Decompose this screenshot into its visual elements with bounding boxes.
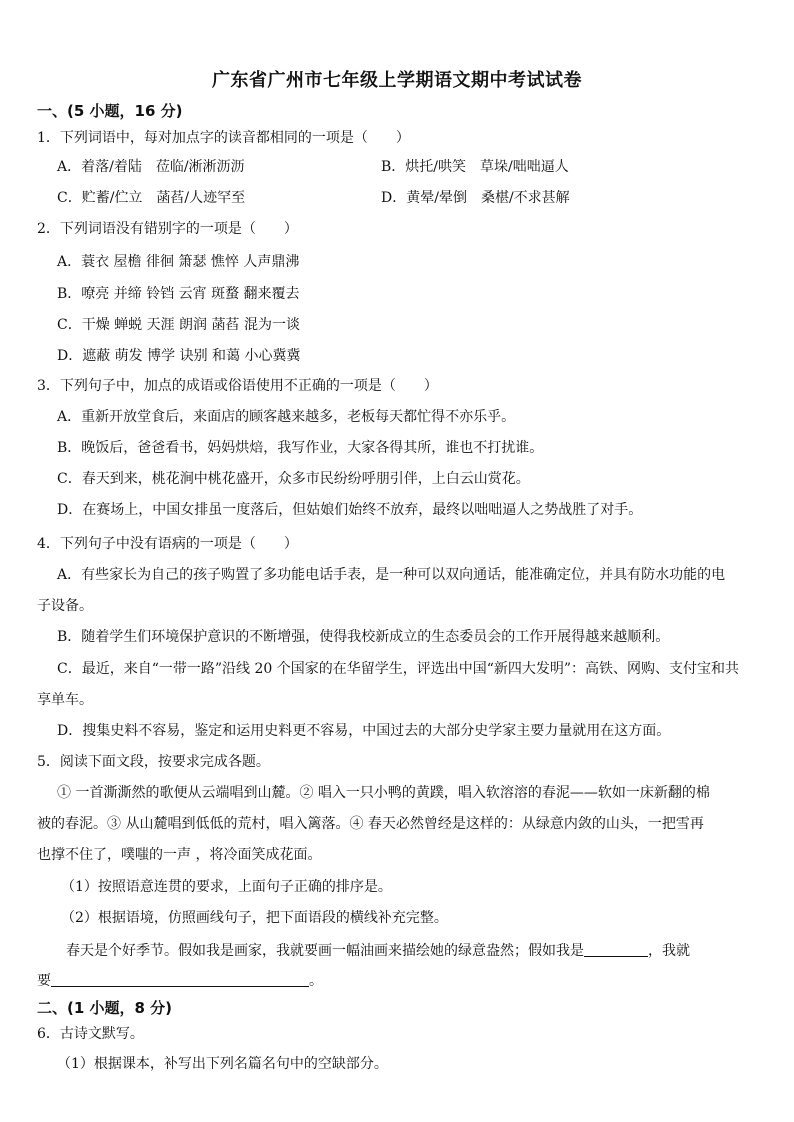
question-5-subquestion-2: （2）根据语境，仿照画线句子，把下面语段的横线补充完整。	[61, 910, 448, 926]
question-2-option-b: B．嘹亮 并缔 铃铛 云宵 斑蝥 翻来覆去	[57, 286, 300, 302]
question-3-option-a: A．重新开放堂食后，来面店的顾客越来越多，老板每天都忙得不亦乐乎。	[57, 409, 516, 425]
question-3-option-c: C．春天到来，桃花涧中桃花盛开，众多市民纷纷呼朋引伴，上白云山赏花。	[57, 471, 530, 487]
section-heading-2: 二、(1 小题，8 分)	[37, 999, 173, 1017]
question-2-option-d: D．遮蔽 萌发 博学 诀别 和蔼 小心冀冀	[57, 348, 301, 364]
question-1-option-c: C．贮蓄/伫立 菡萏/人迹罕至	[57, 190, 246, 206]
question-5-passage-line-1: ① 一首澌澌然的歌便从云端唱到山麓。② 唱入一只小鸭的黄蹼，唱入软溶溶的春泥——软如一床新翻的棉	[57, 785, 710, 801]
page-title: 广东省广州市七年级上学期语文期中考试试卷	[212, 70, 582, 91]
question-3-option-b: B．晚饭后，爸爸看书，妈妈烘焙，我写作业，大家各得其所，谁也不打扰谁。	[57, 440, 544, 456]
fill-text-a: 春天是个好季节。假如我是画家，我就要画一幅油画来描绘她的绿意盎然；假如我是	[66, 943, 584, 959]
question-3-option-d: D．在赛场上，中国女排虽一度落后，但姑娘们始终不放弃，最终以咄咄逼人之势战胜了对手。	[57, 502, 643, 518]
answer-blank-2[interactable]	[51, 970, 309, 987]
question-1-option-b: B．烘托/哄笑 草垛/咄咄逼人	[381, 159, 569, 175]
question-1-stem: 1．下列词语中，每对加点字的读音都相同的一项是（ ）	[37, 130, 410, 146]
question-4-stem: 4．下列句子中没有语病的一项是（ ）	[37, 536, 298, 552]
fill-text-b: ，我就	[648, 943, 690, 959]
question-4-option-a: A．有些家长为自己的孩子购置了多功能电话手表，是一种可以双向通话，能准确定位，并具有防水功能的电	[57, 567, 726, 583]
question-4-option-b: B．随着学生们环境保护意识的不断增强，使得我校新成立的生态委员会的工作开展得越来越顺利。	[57, 629, 670, 645]
section-heading-1: 一、(5 小题，16 分)	[37, 102, 183, 120]
question-5-stem: 5．阅读下面文段，按要求完成各题。	[37, 754, 270, 770]
question-5-subquestion-1: （1）按照语意连贯的要求，上面句子正确的排序是。	[61, 879, 392, 895]
fill-text-d: 。	[309, 973, 323, 989]
question-3-stem: 3．下列句子中，加点的成语或俗语使用不正确的一项是（ ）	[37, 378, 438, 394]
question-6-stem: 6．古诗文默写。	[37, 1026, 144, 1042]
question-1-option-a: A．着落/着陆 莅临/淅淅沥沥	[57, 159, 245, 175]
question-4-option-a-cont: 子设备。	[37, 598, 93, 614]
question-4-option-c-cont: 享单车。	[37, 692, 93, 708]
question-1-option-d: D．黄晕/晕倒 桑椹/不求甚解	[381, 190, 570, 206]
question-5-fill-line-1	[66, 940, 690, 961]
question-4-option-c: C．最近，来自“一带一路”沿线 20 个国家的在华留学生，评选出中国“新四大发明”：高铁、网购、支付宝和共	[57, 661, 740, 677]
question-2-stem: 2．下列词语没有错别字的一项是（ ）	[37, 221, 298, 237]
question-5-fill-line-2	[37, 970, 323, 991]
question-5-passage-line-2: 被的春泥。③ 从山麓唱到低低的荒村，唱入篱落。④ 春天必然曾经是这样的：从绿意内敛的山头，一把雪再	[37, 816, 704, 832]
answer-blank-1[interactable]	[584, 940, 648, 957]
question-2-option-a: A．蓑衣 屋檐 徘徊 箫瑟 憔悴 人声鼎沸	[57, 254, 300, 270]
fill-text-c: 要	[37, 973, 51, 989]
question-6-subquestion-1: （1）根据课本，补写出下列名篇名句中的空缺部分。	[57, 1056, 388, 1072]
question-2-option-c: C．干燥 蝉蜕 天涯 朗润 菡萏 混为一谈	[57, 317, 300, 333]
question-4-option-d: D．搜集史料不容易，鉴定和运用史料更不容易，中国过去的大部分史学家主要力量就用在这方面。	[57, 723, 671, 739]
question-5-passage-line-3: 也撑不住了，噗嗤的一声 ，将冷面笑成花面。	[37, 847, 322, 863]
